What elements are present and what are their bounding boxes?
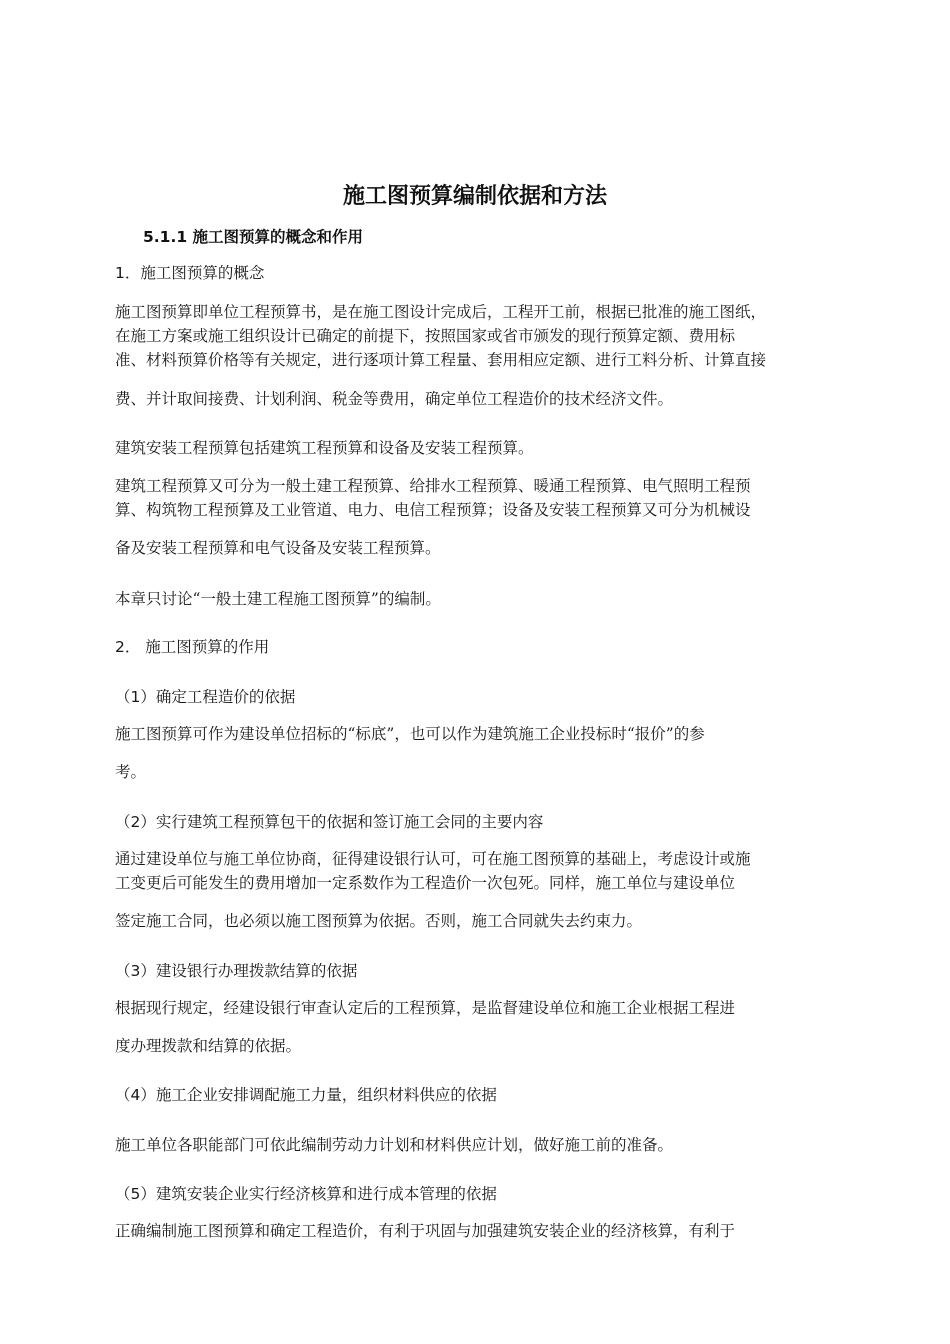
page-title: 施工图预算编制依据和方法 [342, 184, 607, 209]
paragraph-line: 签定施工合同，也必须以施工图预算为依据。否则，施工合同就失去约束力。 [115, 912, 643, 930]
paragraph-line: 施工图预算可作为建设单位招标的“标底”，也可以作为建筑施工企业投标时“报价”的参 [115, 725, 705, 743]
paragraph-line: 施工单位各职能部门可依此编制劳动力计划和材料供应计划，做好施工前的准备。 [115, 1136, 674, 1154]
paragraph-line: 根据现行规定，经建设银行审查认定后的工程预算，是监督建设单位和施工企业根据工程进 [115, 999, 736, 1017]
paragraph-line: 费、并计取间接费、计划利润、税金等费用，确定单位工程造价的技术经济文件。 [115, 390, 674, 408]
paragraph-line: 建筑工程预算又可分为一般土建工程预算、给排水工程预算、暖通工程预算、电气照明工程预 [115, 477, 751, 495]
paragraph-line: 准、材料预算价格等有关规定，进行逐项计算工程量、套用相应定额、进行工料分析、计算直接 [115, 351, 767, 369]
sub-heading: （1）确定工程造价的依据 [115, 688, 296, 706]
sub-heading: （3）建设银行办理拨款结算的依据 [115, 962, 358, 980]
paragraph-line: 考。 [115, 763, 147, 781]
sub-heading: （2）实行建筑工程预算包干的依据和签订施工会同的主要内容 [115, 813, 544, 831]
section-heading: 5.1.1 施工图预算的概念和作用 [143, 228, 364, 246]
numbered-heading: 1．施工图预算的概念 [115, 264, 265, 282]
paragraph-line: 在施工方案或施工组织设计已确定的前提下，按照国家或省市颁发的现行预算定额、费用标 [115, 327, 736, 345]
paragraph-line: 施工图预算即单位工程预算书，是在施工图设计完成后，工程开工前，根据已批准的施工图纸， [115, 303, 767, 321]
sub-heading: （4）施工企业安排调配施工力量，组织材料供应的依据 [115, 1086, 497, 1104]
paragraph-line: 工变更后可能发生的费用增加一定系数作为工程造价一次包死。同样，施工单位与建设单位 [115, 874, 736, 892]
paragraph-line: 本章只讨论“一般土建工程施工图预算”的编制。 [115, 590, 441, 608]
paragraph-line: 正确编制施工图预算和确定工程造价，有利于巩固与加强建筑安装企业的经济核算，有利于 [115, 1222, 736, 1240]
paragraph-line: 建筑安装工程预算包括建筑工程预算和设备及安装工程预算。 [115, 439, 534, 457]
sub-heading: （5）建筑安装企业实行经济核算和进行成本管理的依据 [115, 1185, 497, 1203]
paragraph-line: 算、构筑物工程预算及工业管道、电力、电信工程预算；设备及安装工程预算又可分为机械设 [115, 501, 751, 519]
paragraph-line: 度办理拨款和结算的依据。 [115, 1037, 302, 1055]
paragraph-line: 通过建设单位与施工单位协商，征得建设银行认可，可在施工图预算的基础上，考虑设计或施 [115, 850, 751, 868]
paragraph-line: 备及安装工程预算和电气设备及安装工程预算。 [115, 539, 441, 557]
numbered-heading: 2． 施工图预算的作用 [115, 638, 270, 656]
